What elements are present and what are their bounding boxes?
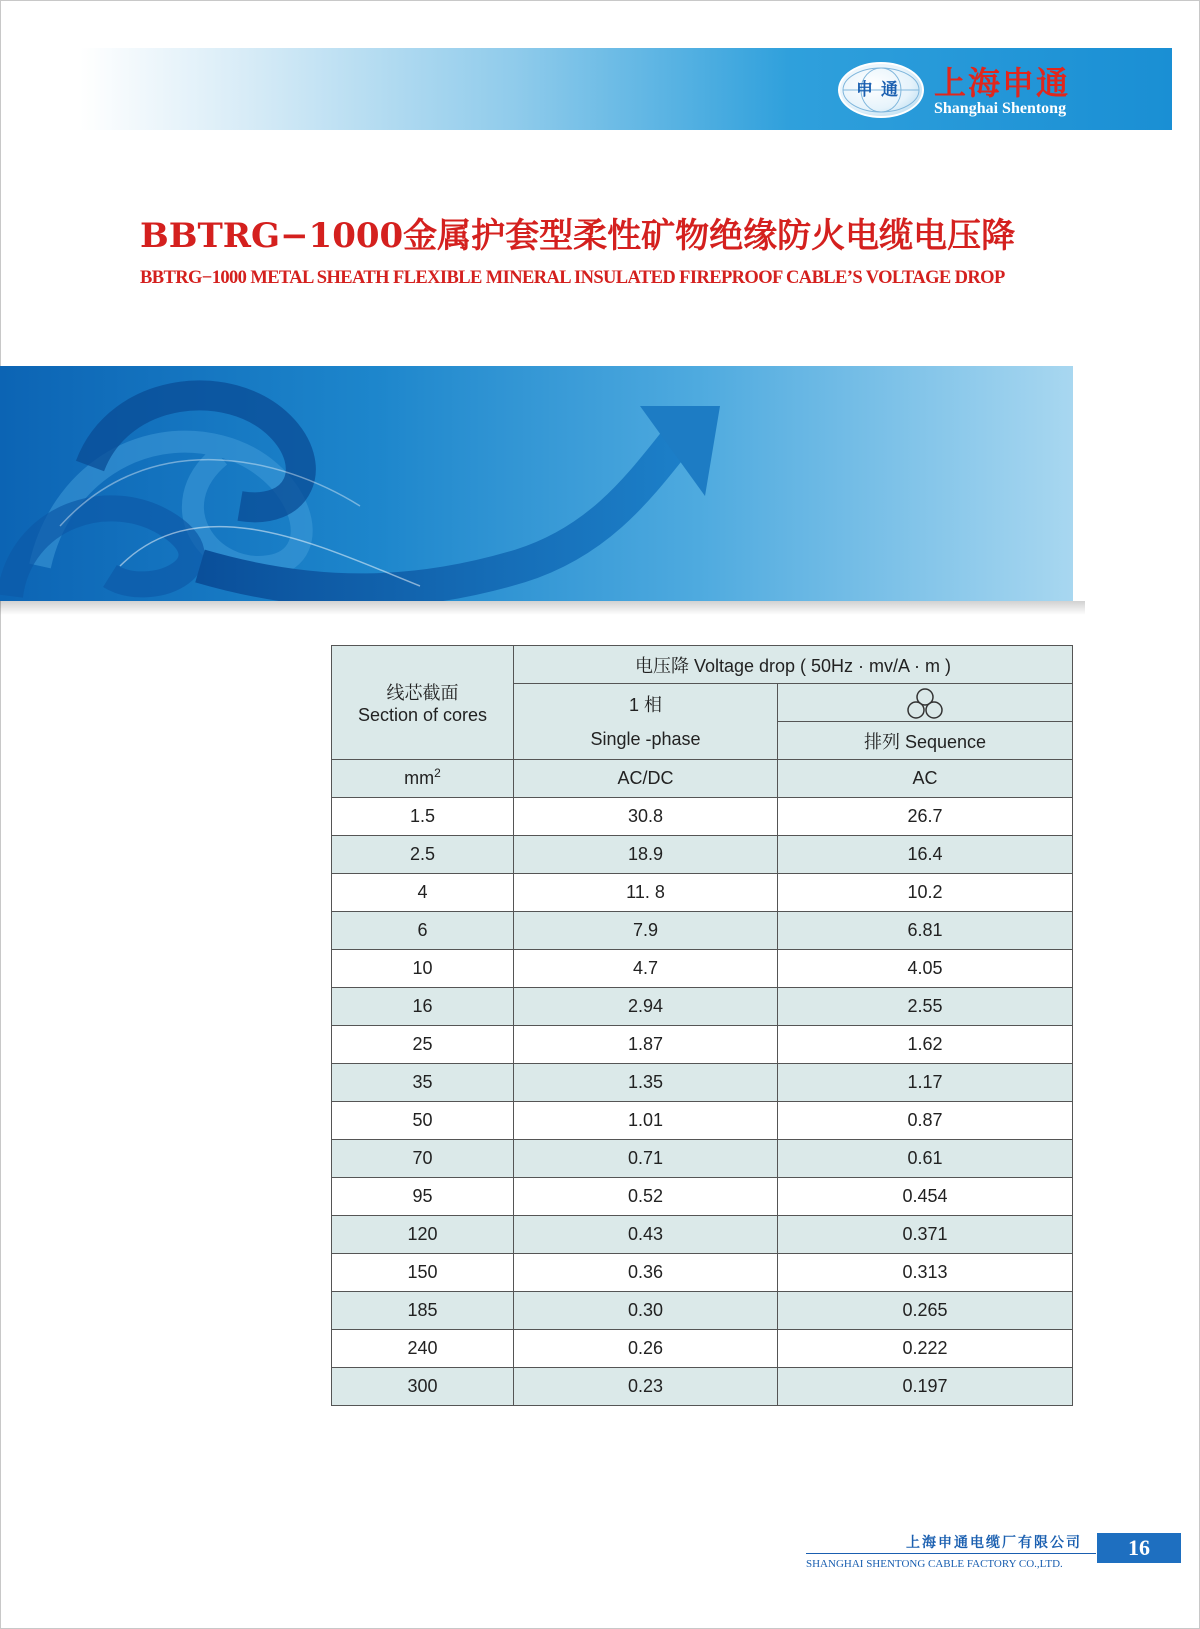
single-phase-header — [514, 684, 778, 760]
company-logo — [838, 58, 1098, 122]
cell-single-phase: 0.36 — [514, 1254, 778, 1292]
voltage-drop-header: 电压降 Voltage drop ( 50Hz · mv/A · m ) — [514, 646, 1073, 684]
table-row — [332, 912, 1073, 950]
page-title-english: BBTRG−1000 METAL SHEATH FLEXIBLE MINERAL INSULATED FIREPROOF CABLE’S VOLTAGE DROP — [140, 268, 1005, 288]
three-core-sequence-icon-cell — [778, 684, 1073, 722]
cell-section: 240 — [332, 1330, 514, 1368]
cell-section: 185 — [332, 1292, 514, 1330]
cell-sequence: 2.55 — [778, 988, 1073, 1026]
cell-single-phase: 0.52 — [514, 1178, 778, 1216]
table-row — [332, 1292, 1073, 1330]
cell-single-phase: 0.23 — [514, 1368, 778, 1406]
cell-single-phase: 1.87 — [514, 1026, 778, 1064]
table-row — [332, 798, 1073, 836]
cell-section: 50 — [332, 1102, 514, 1140]
table-row — [332, 836, 1073, 874]
cell-section: 16 — [332, 988, 514, 1026]
acdc-header: AC/DC — [514, 760, 778, 798]
cell-sequence: 6.81 — [778, 912, 1073, 950]
unit-superscript: 2 — [434, 766, 441, 780]
single-phase-en: Single -phase — [590, 728, 701, 749]
cell-section: 25 — [332, 1026, 514, 1064]
cell-single-phase: 11. 8 — [514, 874, 778, 912]
table-row — [332, 1178, 1073, 1216]
page-number: 16 — [1128, 1535, 1150, 1560]
section-header-cn: 线芯截面 — [386, 683, 459, 703]
cell-single-phase: 30.8 — [514, 798, 778, 836]
cell-section: 4 — [332, 874, 514, 912]
section-header-en: Section of cores — [357, 705, 488, 725]
logo-globe-text: 申通 — [856, 80, 906, 100]
cell-sequence: 16.4 — [778, 836, 1073, 874]
cell-single-phase: 0.71 — [514, 1140, 778, 1178]
banner-shadow — [0, 601, 1085, 615]
decorative-banner — [0, 366, 1073, 601]
table-row — [332, 1064, 1073, 1102]
page-number-box — [1097, 1533, 1181, 1563]
arrow-swirl-graphic — [0, 366, 1073, 601]
table-body — [332, 798, 1073, 1406]
table-row — [332, 1330, 1073, 1368]
cell-sequence: 0.454 — [778, 1178, 1073, 1216]
footer-divider — [806, 1553, 1096, 1554]
cell-sequence: 10.2 — [778, 874, 1073, 912]
cell-sequence: 0.265 — [778, 1292, 1073, 1330]
voltage-drop-table — [331, 645, 1073, 1406]
cell-section: 10 — [332, 950, 514, 988]
table-row — [332, 950, 1073, 988]
sequence-header: 排列 Sequence — [778, 722, 1073, 760]
cell-section: 70 — [332, 1140, 514, 1178]
ac-header: AC — [778, 760, 1073, 798]
cell-sequence: 0.222 — [778, 1330, 1073, 1368]
logo-chinese-name: 上海申通 — [934, 64, 1071, 102]
cell-sequence: 0.87 — [778, 1102, 1073, 1140]
table-row — [332, 1368, 1073, 1406]
cell-section: 120 — [332, 1216, 514, 1254]
cell-sequence: 26.7 — [778, 798, 1073, 836]
globe-icon — [838, 62, 924, 118]
cell-sequence: 0.61 — [778, 1140, 1073, 1178]
table-row — [332, 1102, 1073, 1140]
cell-sequence: 0.197 — [778, 1368, 1073, 1406]
cell-single-phase: 7.9 — [514, 912, 778, 950]
cell-sequence: 4.05 — [778, 950, 1073, 988]
unit-cell — [332, 760, 514, 798]
cell-section: 6 — [332, 912, 514, 950]
cell-sequence: 0.371 — [778, 1216, 1073, 1254]
cell-section: 95 — [332, 1178, 514, 1216]
cell-sequence: 1.17 — [778, 1064, 1073, 1102]
cell-single-phase: 4.7 — [514, 950, 778, 988]
table-row — [332, 874, 1073, 912]
cell-section: 300 — [332, 1368, 514, 1406]
cell-single-phase: 2.94 — [514, 988, 778, 1026]
footer-company-en: SHANGHAI SHENTONG CABLE FACTORY CO.,LTD. — [806, 1558, 1063, 1570]
footer-company-cn: 上海申通电缆厂有限公司 — [906, 1535, 1082, 1551]
table-row — [332, 1254, 1073, 1292]
table-row — [332, 1140, 1073, 1178]
cell-single-phase: 1.01 — [514, 1102, 778, 1140]
logo-english-name: Shanghai Shentong — [934, 100, 1067, 117]
table-row — [332, 988, 1073, 1026]
unit-mm: mm — [404, 768, 435, 788]
trefoil-arrangement-icon — [905, 687, 945, 719]
cell-section: 35 — [332, 1064, 514, 1102]
cell-single-phase: 1.35 — [514, 1064, 778, 1102]
section-header-cell — [332, 646, 514, 760]
table-row — [332, 1026, 1073, 1064]
table-row — [332, 1216, 1073, 1254]
page-title-chinese: BBTRG−1000金属护套型柔性矿物绝缘防火电缆电压降 — [140, 216, 1016, 256]
cell-single-phase: 0.26 — [514, 1330, 778, 1368]
single-phase-cn: 1 相 — [628, 694, 662, 715]
cell-single-phase: 18.9 — [514, 836, 778, 874]
cell-sequence: 1.62 — [778, 1026, 1073, 1064]
cell-sequence: 0.313 — [778, 1254, 1073, 1292]
cell-single-phase: 0.30 — [514, 1292, 778, 1330]
cell-section: 1.5 — [332, 798, 514, 836]
cell-single-phase: 0.43 — [514, 1216, 778, 1254]
cell-section: 150 — [332, 1254, 514, 1292]
cell-section: 2.5 — [332, 836, 514, 874]
